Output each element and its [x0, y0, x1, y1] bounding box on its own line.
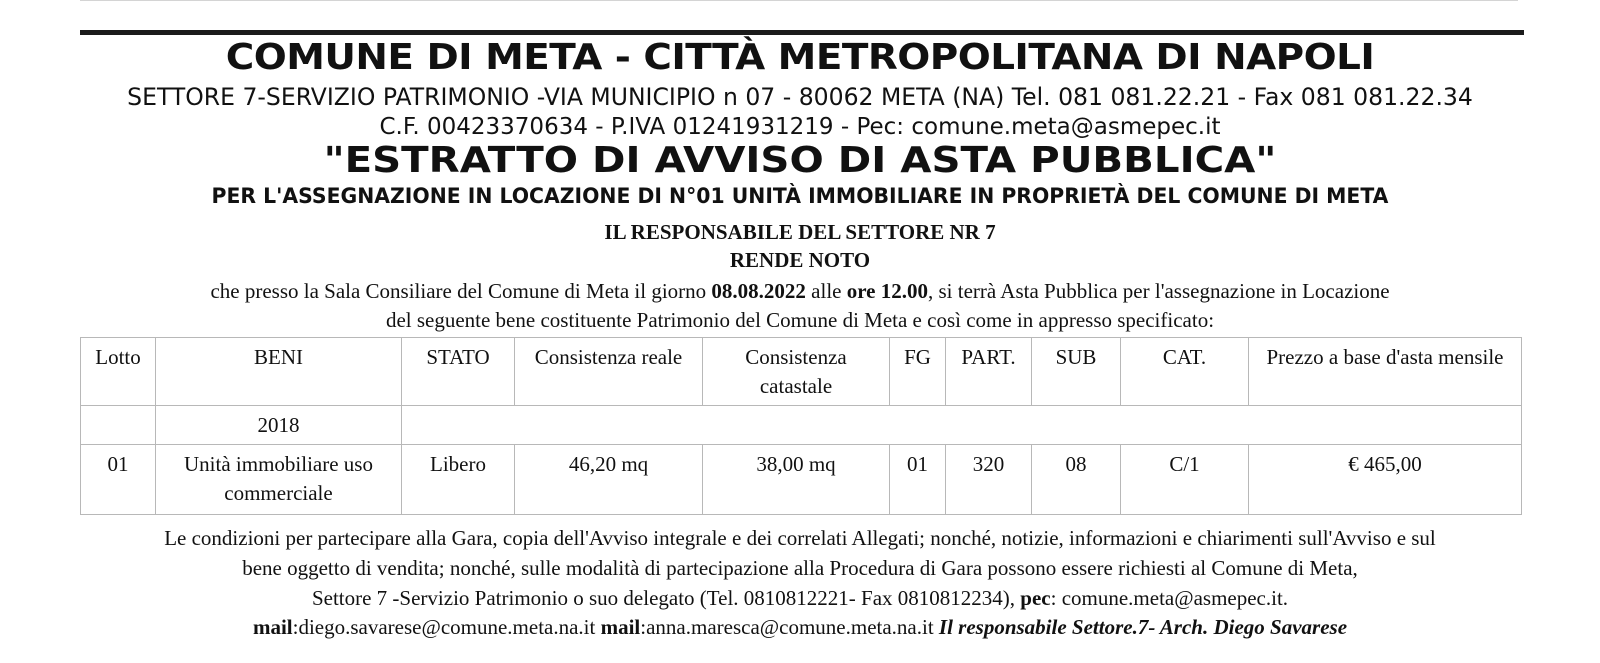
year-row-beni-cell: 2018 [156, 406, 402, 445]
mail-address-1: :diego.savarese@comune.meta.na.it [292, 615, 601, 639]
table-row [81, 445, 1522, 515]
header-rule [80, 30, 1524, 35]
cell-stato: Libero [402, 445, 515, 515]
announce-heading: RENDE NOTO [729, 248, 871, 272]
footer-line-1: Le condizioni per partecipare alla Gara, copia dell'Avviso integrale e dei correlati Allegati; nonché, notizie, informazioni e chiarimenti sull'Avviso e sul [164, 526, 1436, 550]
intro-text-c: , si terrà Asta Pubblica per l'assegnazione in Locazione [928, 279, 1390, 303]
col-header-fg: FG [890, 338, 946, 406]
fiscal-contact-line: C.F. 00423370634 - P.IVA 01241931219 - Pec: comune.meta@asmepec.it [379, 114, 1221, 140]
cell-fg: 01 [890, 445, 946, 515]
footer-line-4 [0, 615, 1600, 640]
year-row-lotto-cell [81, 406, 156, 445]
col-header-sub: SUB [1032, 338, 1121, 406]
intro-paragraph-line-1 [0, 279, 1600, 304]
mail-label-2: mail [600, 615, 641, 639]
col-header-beni: BENI [156, 338, 402, 406]
intro-text-b: alle [805, 279, 847, 303]
footer-line-3 [0, 586, 1600, 611]
col-header-prezzo: Prezzo a base d'asta mensile [1249, 338, 1522, 406]
mail-address-2: :anna.maresca@comune.meta.na.it [640, 615, 939, 639]
cell-beni: Unità immobiliare uso commerciale [156, 445, 402, 515]
col-header-consistenza-catastale: Consistenza catastale [703, 338, 890, 406]
mail-label-1: mail [252, 615, 293, 639]
property-table [80, 337, 1522, 515]
year-row-empty-span [402, 406, 1522, 445]
auction-time: ore 12.00 [846, 279, 928, 303]
office-address-line: SETTORE 7-SERVIZIO PATRIMONIO -VIA MUNICIPIO n 07 - 80062 META (NA) Tel. 081 081.22.21 - Fax 081 081.22.34 [127, 83, 1473, 111]
cell-sub: 08 [1032, 445, 1121, 515]
cell-cat: C/1 [1121, 445, 1249, 515]
pec-label: pec [1020, 586, 1051, 610]
cell-prezzo: € 465,00 [1249, 445, 1522, 515]
col-header-consistenza-reale: Consistenza reale [515, 338, 703, 406]
cell-consistenza-catastale: 38,00 mq [703, 445, 890, 515]
footer-line-2: bene oggetto di vendita; nonché, sulle modalità di partecipazione alla Procedura di Gara possono essere richiesti al Comune di Meta, [242, 556, 1358, 580]
signature: Il responsabile Settore.7- Arch. Diego Savarese [938, 615, 1348, 639]
col-header-lotto: Lotto [81, 338, 156, 406]
municipality-title: COMUNE DI META - CITTÀ METROPOLITANA DI NAPOLI [225, 37, 1375, 78]
cell-part: 320 [946, 445, 1032, 515]
responsible-heading: IL RESPONSABILE DEL SETTORE NR 7 [604, 220, 996, 244]
footer-office-text: Settore 7 -Servizio Patrimonio o suo delegato (Tel. 0810812221- Fax 0810812234), [311, 586, 1021, 610]
auction-date: 08.08.2022 [711, 279, 806, 303]
notice-title: "ESTRATTO DI AVVISO DI ASTA PUBBLICA" [323, 140, 1277, 181]
notice-subtitle: PER L'ASSEGNAZIONE IN LOCAZIONE DI N°01 UNITÀ IMMOBILIARE IN PROPRIETÀ DEL COMUNE DI META [211, 184, 1389, 208]
cell-consistenza-reale: 46,20 mq [515, 445, 703, 515]
table-year-row [81, 406, 1522, 445]
col-header-part: PART. [946, 338, 1032, 406]
pec-address: : comune.meta@asmepec.it. [1050, 586, 1289, 610]
cell-lotto: 01 [81, 445, 156, 515]
top-hairline [80, 0, 1518, 1]
col-header-stato: STATO [402, 338, 515, 406]
col-header-cat: CAT. [1121, 338, 1249, 406]
intro-paragraph-line-2: del seguente bene costituente Patrimonio del Comune di Meta e così come in appresso specificato: [385, 308, 1215, 332]
table-header-row [81, 338, 1522, 406]
intro-text-a: che presso la Sala Consiliare del Comune di Meta il giorno [210, 279, 712, 303]
